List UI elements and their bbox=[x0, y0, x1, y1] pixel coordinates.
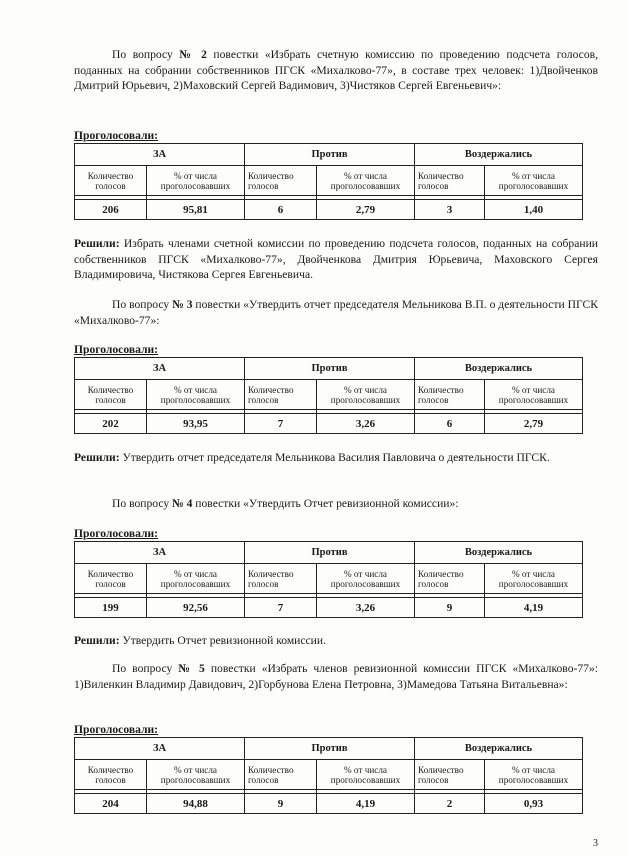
protiv-percent: 3,26 bbox=[317, 598, 415, 618]
header-count: Количество голосов bbox=[75, 166, 147, 196]
header-za: ЗА bbox=[75, 738, 245, 760]
header-vozderzhalis: Воздержались bbox=[415, 144, 583, 166]
header-percent: % от числа проголосовавших bbox=[317, 166, 415, 196]
header-count: Количество голосов bbox=[245, 380, 317, 410]
za-percent: 94,88 bbox=[147, 794, 245, 814]
header-protiv: Против bbox=[245, 738, 415, 760]
header-count: Количество голосов bbox=[245, 760, 317, 790]
question-4-intro: По вопросу № 4 повестки «Утвердить Отчет ревизионной комиссии»: bbox=[112, 497, 459, 510]
header-za: ЗА bbox=[75, 144, 245, 166]
vozderzhalis-percent: 4,19 bbox=[485, 598, 583, 618]
header-count: Количество голосов bbox=[75, 564, 147, 594]
za-percent: 93,95 bbox=[147, 414, 245, 434]
vozderzhalis-count: 9 bbox=[415, 598, 485, 618]
header-percent: % от числа проголосовавших bbox=[485, 564, 583, 594]
header-percent: % от числа проголосовавших bbox=[317, 380, 415, 410]
header-percent: % от числа проголосовавших bbox=[147, 166, 245, 196]
header-percent: % от числа проголосовавших bbox=[317, 760, 415, 790]
vozderzhalis-percent: 2,79 bbox=[485, 414, 583, 434]
vozderzhalis-percent: 0,93 bbox=[485, 794, 583, 814]
protiv-count: 6 bbox=[245, 200, 317, 220]
header-count: Количество голосов bbox=[75, 380, 147, 410]
protiv-count: 9 bbox=[245, 794, 317, 814]
header-percent: % от числа проголосовавших bbox=[485, 166, 583, 196]
za-percent: 92,56 bbox=[147, 598, 245, 618]
question-3-intro: По вопросу № 3 повестки «Утвердить отчет председателя Мельникова В.П. о деятельности ПГСК «Михалково-77»: bbox=[74, 298, 598, 327]
header-vozderzhalis: Воздержались bbox=[415, 738, 583, 760]
header-count: Количество голосов bbox=[245, 166, 317, 196]
vozderzhalis-count: 3 bbox=[415, 200, 485, 220]
votes-table-q4 bbox=[74, 541, 583, 618]
voted-label: Проголосовали: bbox=[74, 723, 159, 736]
voted-label: Проголосовали: bbox=[74, 527, 159, 540]
za-count: 204 bbox=[75, 794, 147, 814]
protiv-percent: 2,79 bbox=[317, 200, 415, 220]
header-protiv: Против bbox=[245, 542, 415, 564]
header-za: ЗА bbox=[75, 542, 245, 564]
header-protiv: Против bbox=[245, 144, 415, 166]
header-percent: % от числа проголосовавших bbox=[147, 564, 245, 594]
question-5-intro: По вопросу № 5 повестки «Избрать членов ревизионной комиссии ПГСК «Михалково-77»: 1)Виленкин Владимир Давидович, 2)Горбунова Елена Петровна, 3)Мамедова Татьяна Витальевна»: bbox=[74, 662, 598, 691]
vozderzhalis-count: 2 bbox=[415, 794, 485, 814]
header-count: Количество голосов bbox=[415, 564, 485, 594]
header-count: Количество голосов bbox=[245, 564, 317, 594]
decision-q3: Решили: Утвердить отчет председателя Мельникова Василия Павловича о деятельности ПГСК. bbox=[74, 451, 550, 464]
header-count: Количество голосов bbox=[415, 166, 485, 196]
header-count: Количество голосов bbox=[415, 380, 485, 410]
votes-table-q2 bbox=[74, 143, 583, 220]
vozderzhalis-count: 6 bbox=[415, 414, 485, 434]
header-percent: % от числа проголосовавших bbox=[317, 564, 415, 594]
vozderzhalis-percent: 1,40 bbox=[485, 200, 583, 220]
protiv-percent: 3,26 bbox=[317, 414, 415, 434]
header-percent: % от числа проголосовавших bbox=[147, 380, 245, 410]
za-count: 206 bbox=[75, 200, 147, 220]
header-percent: % от числа проголосовавших bbox=[147, 760, 245, 790]
header-vozderzhalis: Воздержались bbox=[415, 542, 583, 564]
header-protiv: Против bbox=[245, 358, 415, 380]
voted-label: Проголосовали: bbox=[74, 129, 159, 142]
decision-q4: Решили: Утвердить Отчет ревизионной комиссии. bbox=[74, 634, 326, 647]
page-number: 3 bbox=[593, 838, 598, 849]
header-count: Количество голосов bbox=[75, 760, 147, 790]
protiv-percent: 4,19 bbox=[317, 794, 415, 814]
votes-table-q3 bbox=[74, 357, 583, 434]
za-percent: 95,81 bbox=[147, 200, 245, 220]
question-2-intro: По вопросу № 2 повестки «Избрать счетную комиссию по проведению подсчета голосов, поданных на собрании собственников ПГСК «Михалково-77», в составе трех человек: 1)Двойченков Дмитрий Юрьевич, 2)Маховский Сергей Вадимович, 3)Чистяков Сергей Евгеньевич»: bbox=[74, 48, 598, 92]
decision-q2: Решили: Избрать членами счетной комиссии по проведению подсчета голосов, поданных на собрании собственников ПГСК «Михалково-77», Двойченкова Дмитрия Юрьевича, Маховского Сергея Владимировича, Чистякова Сергея Евгеньевича. bbox=[74, 237, 598, 281]
protiv-count: 7 bbox=[245, 414, 317, 434]
header-vozderzhalis: Воздержались bbox=[415, 358, 583, 380]
header-count: Количество голосов bbox=[415, 760, 485, 790]
header-percent: % от числа проголосовавших bbox=[485, 760, 583, 790]
votes-table-q5 bbox=[74, 737, 583, 814]
voted-label: Проголосовали: bbox=[74, 343, 159, 356]
header-za: ЗА bbox=[75, 358, 245, 380]
za-count: 202 bbox=[75, 414, 147, 434]
header-percent: % от числа проголосовавших bbox=[485, 380, 583, 410]
za-count: 199 bbox=[75, 598, 147, 618]
protiv-count: 7 bbox=[245, 598, 317, 618]
